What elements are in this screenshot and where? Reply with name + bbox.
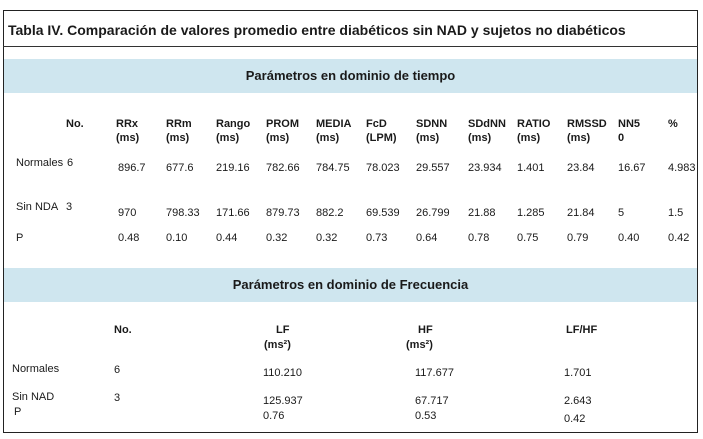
freq-row-label: Normales	[12, 363, 60, 375]
time-cell: 0.32	[266, 232, 288, 244]
time-cell: 78.023	[366, 162, 400, 174]
time-cell: 0.79	[567, 232, 589, 244]
freq-cell: 0.76	[263, 410, 285, 422]
time-cell: 677.6	[166, 162, 194, 174]
time-cell: 0.73	[366, 232, 388, 244]
freq-cell: 0.42	[564, 413, 586, 425]
time-cell: 0.64	[416, 232, 438, 244]
time-cell: 1.5	[668, 207, 684, 219]
time-cell: 782.66	[266, 162, 300, 174]
time-header-7: SDNN	[416, 118, 448, 130]
freq-row-label: P	[14, 406, 22, 418]
time-header-4: PROM	[266, 118, 299, 130]
time-cell: 21.88	[468, 207, 496, 219]
freq-header-0: No.	[114, 324, 132, 336]
time-header-1: RRx	[116, 118, 139, 130]
freq-cell: 117.677	[415, 367, 454, 379]
title-divider	[3, 46, 698, 47]
time-cell: 4.983	[668, 162, 696, 174]
time-cell: 26.799	[416, 207, 450, 219]
time-section-band	[4, 59, 697, 93]
table-title: Tabla IV. Comparación de valores promedio entre diabéticos sin NAD y sujetos no diabéticos	[8, 22, 626, 38]
freq-header-3: LF/HF	[566, 324, 598, 336]
freq-header-1: LF	[276, 324, 290, 336]
time-header-9: RATIO	[517, 118, 551, 130]
time-cell: 5	[618, 207, 625, 219]
time-cell: 798.33	[166, 207, 200, 219]
time-header-unit-9: (ms)	[517, 132, 541, 144]
time-header-unit-6: (LPM)	[366, 132, 397, 144]
time-header-unit-4: (ms)	[266, 132, 290, 144]
freq-cell: 6	[114, 364, 121, 376]
time-cell: 0.42	[668, 232, 690, 244]
time-cell: 69.539	[366, 207, 400, 219]
freq-cell: 3	[114, 392, 121, 404]
time-header-12: %	[668, 118, 678, 130]
freq-cell: 67.717	[415, 395, 449, 407]
time-header-unit-7: (ms)	[416, 132, 440, 144]
time-cell: 16.67	[618, 162, 646, 174]
time-header-6: FcD	[366, 118, 387, 130]
time-header-0: No.	[66, 118, 84, 130]
time-header-unit-5: (ms)	[316, 132, 340, 144]
time-cell: 0.48	[118, 232, 140, 244]
time-cell: 0.32	[316, 232, 338, 244]
time-cell: 784.75	[316, 162, 350, 174]
freq-cell: 110.210	[263, 367, 302, 379]
time-header-unit-8: (ms)	[468, 132, 492, 144]
freq-section-heading: Parámetros en dominio de Frecuencia	[232, 277, 469, 292]
time-cell: 171.66	[216, 207, 250, 219]
time-header-11: NN5	[618, 118, 641, 130]
time-header-unit-2: (ms)	[166, 132, 190, 144]
time-cell: 896.7	[118, 162, 146, 174]
time-cell: 1.285	[517, 207, 545, 219]
time-cell: 219.16	[216, 162, 250, 174]
time-section-heading: Parámetros en dominio de tiempo	[245, 68, 456, 83]
time-cell: 23.934	[468, 162, 502, 174]
freq-header-2: HF	[418, 324, 433, 336]
time-cell: 0.75	[517, 232, 539, 244]
time-header-2: RRm	[166, 118, 192, 130]
time-header-unit-3: (ms)	[216, 132, 240, 144]
time-cell: 21.84	[567, 207, 595, 219]
freq-cell: 1.701	[564, 367, 592, 379]
time-cell: 970	[118, 207, 137, 219]
time-row-label: P	[16, 232, 24, 244]
time-cell: 0.78	[468, 232, 490, 244]
time-cell: 3	[66, 201, 73, 213]
freq-row-label: Sin NAD	[12, 391, 55, 403]
time-cell: 0.40	[618, 232, 640, 244]
time-header-unit-1: (ms)	[116, 132, 140, 144]
time-header-8: SDdNN	[468, 118, 506, 130]
time-cell: 6	[67, 157, 74, 169]
time-row-label: Normales	[16, 157, 64, 169]
time-cell: 0.10	[166, 232, 188, 244]
time-header-unit-11: 0	[618, 132, 625, 144]
time-cell: 0.44	[216, 232, 238, 244]
time-row-label: Sin NDA	[16, 201, 59, 213]
time-cell: 29.557	[416, 162, 450, 174]
freq-cell: 0.53	[415, 410, 437, 422]
time-header-10: RMSSD	[567, 118, 607, 130]
time-cell: 1.401	[517, 162, 545, 174]
freq-cell: 125.937	[263, 395, 303, 407]
time-header-5: MEDIA	[316, 118, 352, 130]
time-header-3: Rango	[216, 118, 251, 130]
freq-cell: 2.643	[564, 395, 592, 407]
time-cell: 23.84	[567, 162, 595, 174]
time-cell: 882.2	[316, 207, 344, 219]
time-cell: 879.73	[266, 207, 300, 219]
freq-header-unit-2: (ms²)	[406, 339, 433, 351]
freq-section-band	[4, 268, 697, 302]
time-header-unit-10: (ms)	[567, 132, 591, 144]
freq-header-unit-1: (ms²)	[264, 339, 291, 351]
